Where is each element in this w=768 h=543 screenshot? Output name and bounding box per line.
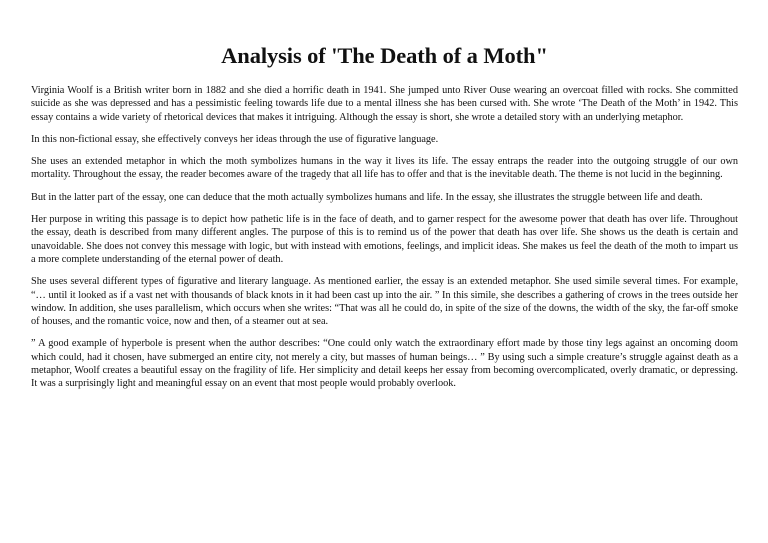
paragraph-4: But in the latter part of the essay, one can deduce that the moth actually symbolizes humans and life. In the essay, she illustrates the struggle between life and death. [31, 191, 703, 203]
paragraph-7: ” A good example of hyperbole is present when the author describes: “One could only watch the extraordinary effort made by those tiny legs against an oncoming doom which could, had it chosen, have submerged an entire city, not merely a city, but masses of human beings… ” By using such a simple creature’s struggle against death as a metaphor, Woolf creates a beautiful essay on the fragility of life. Her simplicity and detail keeps her essay from becoming overcomplicated, overly dramatic, or depressing. It was a surprisingly light and meaningful essay on an event that most people would probably overlook. [31, 338, 738, 390]
paragraph-6: She uses several different types of figurative and literary language. As mentioned earlier, the essay is an extended metaphor. She used simile several times. For example, “… until it looked as if a vast net with thousands of black knots in it had been cast up into the air. ” In this simile, she describes a gathering of crows in the trees outside her window. In addition, she uses parallelism, which occurs when she writes: “That was all he could do, in spite of the size of the downs, the width of the sky, the far-off smoke of houses, and the romantic voice, now and then, of a steamer out at sea. [31, 276, 738, 328]
paragraph-2: In this non-fictional essay, she effectively conveys her ideas through the use of figurative language. [31, 133, 439, 145]
paragraph-1: Virginia Woolf is a British writer born in 1882 and she died a horrific death in 1941. She jumped unto River Ouse wearing an overcoat filled with rocks. She committed suicide as she was depressed and has a pessimistic feeling towards life due to a mental illness she has been cursed with. She wrote ‘The Death of the Moth’ in 1942. This essay contains a wide variety of rhetorical devices that makes it intriguing. Although the essay is short, she wrote a detailed story with an underlying metaphor. [31, 85, 738, 123]
page-title: Analysis of 'The Death of a Moth" [221, 43, 548, 68]
paragraph-5: Her purpose in writing this passage is to depict how pathetic life is in the face of death, and to garner respect for the awesome power that death has over life. Throughout the essay, death is described from many different angles. The purpose of this is to remind us of the power that death has over life. She shows us the death is certain and unavoidable. She does not convey this message with logic, but with instead with emotions, feelings, and implicit ideas. She makes us feel the death of the moth to impart us a more complete understanding of the eternal power of death. [31, 214, 738, 265]
paragraph-3: She uses an extended metaphor in which the moth symbolizes humans in the way it lives its life. The essay entraps the reader into the outgoing struggle of our own mortality. Throughout the essay, the reader becomes aware of the tragedy that all life has to offer and that is the inevitable death. The theme is not lucid in the beginning. [31, 156, 738, 181]
